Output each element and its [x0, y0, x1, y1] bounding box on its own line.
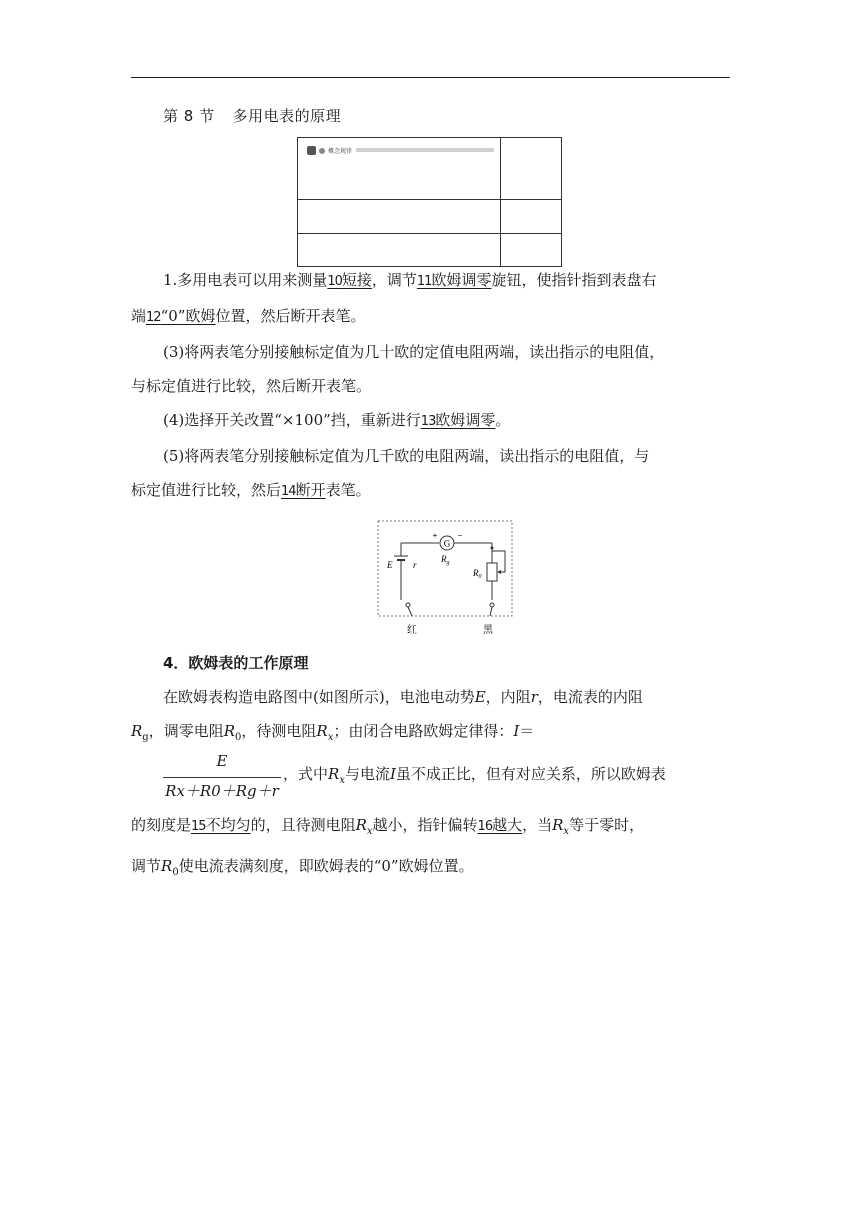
- step-4: (4)选择开关改置“×100”挡，重新进行13欧姆调零。: [163, 411, 511, 429]
- blank-15: 15不均匀: [191, 816, 251, 834]
- ohmmeter-circuit-diagram: [375, 518, 515, 638]
- step-3-cont: 与标定值进行比较，然后断开表笔。: [131, 377, 372, 395]
- step-3: (3)将两表笔分别接触标定值为几十欧的定值电阻两端，读出指示的电阻值，: [163, 343, 665, 361]
- concept-table: [297, 137, 562, 267]
- circuit-frame: [378, 521, 512, 616]
- bullet-icon: [319, 148, 325, 154]
- blank-14: 14断开: [281, 481, 326, 499]
- section-name: 多用电表的原理: [232, 107, 342, 125]
- table-divider: [500, 138, 501, 266]
- blank-13: 13欧姆调零: [420, 411, 496, 429]
- principle-line-3: ，式中$R_x$与电流I虽不成正比，但有对应关系，所以欧姆表: [283, 765, 666, 786]
- r0-label: $R_0$: [473, 568, 482, 580]
- blank-10: 10短接: [327, 271, 372, 289]
- plus-sign: +: [432, 531, 438, 540]
- table-row-line: [298, 233, 561, 234]
- section-heading-4: 4．欧姆表的工作原理: [163, 654, 309, 672]
- fraction-bar: [163, 777, 281, 778]
- concept-icon: [307, 146, 316, 155]
- black-probe-label: 黑: [483, 625, 493, 636]
- blank-12: 12“0”欧姆: [146, 307, 216, 325]
- minus-sign: −: [457, 531, 463, 540]
- principle-line-1: 在欧姆表构造电路图中(如图所示)，电池电动势E，内阻r，电流表的内阻: [163, 688, 643, 706]
- blank-11: 11欧姆调零: [416, 271, 492, 289]
- galvanometer-label: G: [443, 538, 451, 549]
- ohm-law-fraction: [163, 752, 281, 802]
- principle-block-2: [131, 808, 731, 890]
- fraction-denominator: Rx＋R0＋Rg＋r: [165, 782, 279, 800]
- section-title: [163, 105, 341, 126]
- principle-line-5: 调节$R_0$使电流表满刻度，即欧姆表的“0”欧姆位置。: [131, 857, 474, 878]
- rg-label: $R_g$: [441, 554, 450, 566]
- table-row-line: [298, 199, 561, 200]
- blank-16: 16越大: [477, 816, 523, 834]
- steps-block: [131, 263, 731, 509]
- fraction-numerator: E: [216, 752, 228, 770]
- step-5-cont: 标定值进行比较，然后14断开表笔。: [131, 481, 371, 499]
- principle-line-2: $R_g$，调零电阻$R_0$，待测电阻$R_x$；由闭合电路欧姆定律得：I＝: [131, 722, 535, 743]
- r0-resistor: [487, 563, 497, 581]
- emf-label: E: [387, 560, 393, 570]
- section-number: 第 8 节: [163, 107, 215, 125]
- header-bar: [356, 148, 494, 152]
- red-probe-label: 红: [407, 625, 417, 636]
- step-1: 1.多用电表可以用来测量10短接，调节11欧姆调零旋钮，使指针指到表盘右: [163, 271, 657, 289]
- internal-r-label: r: [413, 560, 417, 570]
- step-1-cont: 端12“0”欧姆位置，然后断开表笔。: [131, 307, 366, 325]
- principle-block: [131, 680, 731, 755]
- step-5: (5)将两表笔分别接触标定值为几千欧的电阻两端，读出指示的电阻值，与: [163, 447, 650, 465]
- header-rule: [131, 77, 730, 78]
- principle-line-4: 的刻度是15不均匀的，且待测电阻$R_x$越小，指针偏转16越大，当$R_x$等于零时，: [131, 816, 645, 837]
- table-header: 概念规律: [307, 146, 352, 155]
